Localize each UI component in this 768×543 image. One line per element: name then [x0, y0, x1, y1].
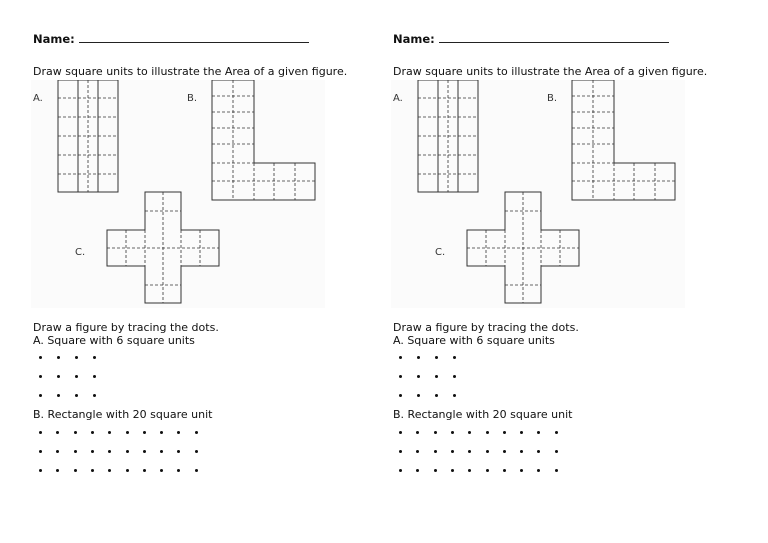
- dot[interactable]: [435, 356, 438, 359]
- dot[interactable]: [74, 431, 77, 434]
- dot[interactable]: [39, 356, 42, 359]
- dot[interactable]: [143, 431, 146, 434]
- name-blank-line[interactable]: [79, 32, 309, 43]
- dot[interactable]: [57, 356, 60, 359]
- dot[interactable]: [39, 469, 42, 472]
- dot[interactable]: [399, 431, 402, 434]
- dot[interactable]: [453, 356, 456, 359]
- dot[interactable]: [39, 450, 42, 453]
- dot[interactable]: [108, 469, 111, 472]
- area-figures: [31, 80, 325, 308]
- dot[interactable]: [39, 375, 42, 378]
- dot[interactable]: [537, 469, 540, 472]
- name-blank-line[interactable]: [439, 32, 669, 43]
- dot[interactable]: [74, 469, 77, 472]
- dot[interactable]: [91, 450, 94, 453]
- dot[interactable]: [417, 394, 420, 397]
- dot[interactable]: [91, 431, 94, 434]
- name-field[interactable]: [33, 32, 309, 46]
- dot[interactable]: [39, 394, 42, 397]
- task-a-text: A. Square with 6 square units: [393, 334, 555, 347]
- dot[interactable]: [143, 450, 146, 453]
- dot[interactable]: [75, 394, 78, 397]
- dot[interactable]: [56, 450, 59, 453]
- dot[interactable]: [108, 431, 111, 434]
- figure-a-label: A.: [393, 93, 403, 104]
- dot[interactable]: [416, 431, 419, 434]
- task-b-text: B. Rectangle with 20 square unit: [393, 408, 573, 421]
- trace-instruction: Draw a figure by tracing the dots.: [33, 321, 219, 334]
- dot[interactable]: [503, 450, 506, 453]
- dot[interactable]: [56, 431, 59, 434]
- figure-a: [33, 80, 118, 192]
- name-field[interactable]: [393, 32, 669, 46]
- dot[interactable]: [520, 450, 523, 453]
- dot[interactable]: [177, 469, 180, 472]
- dot[interactable]: [503, 431, 506, 434]
- dot[interactable]: [93, 394, 96, 397]
- dot[interactable]: [399, 375, 402, 378]
- dot[interactable]: [555, 469, 558, 472]
- dot[interactable]: [453, 375, 456, 378]
- dot[interactable]: [56, 469, 59, 472]
- dot[interactable]: [434, 469, 437, 472]
- dot[interactable]: [160, 431, 163, 434]
- dot[interactable]: [126, 469, 129, 472]
- figure-a: [393, 80, 478, 192]
- figure-c-label: C.: [75, 247, 86, 258]
- dot[interactable]: [416, 450, 419, 453]
- figure-c: [75, 192, 219, 303]
- dot[interactable]: [537, 450, 540, 453]
- dot[interactable]: [75, 375, 78, 378]
- name-label: Name:: [393, 32, 435, 46]
- figures-panel: [391, 80, 685, 308]
- area-instruction: Draw square units to illustrate the Area of a given figure.: [393, 65, 708, 78]
- dot[interactable]: [160, 450, 163, 453]
- dot[interactable]: [520, 469, 523, 472]
- dot[interactable]: [486, 450, 489, 453]
- dot[interactable]: [93, 356, 96, 359]
- dot[interactable]: [434, 450, 437, 453]
- dot[interactable]: [537, 431, 540, 434]
- dot[interactable]: [468, 431, 471, 434]
- dot[interactable]: [451, 431, 454, 434]
- dot[interactable]: [57, 375, 60, 378]
- task-b-text: B. Rectangle with 20 square unit: [33, 408, 213, 421]
- worksheet-right: [393, 0, 753, 543]
- trace-instruction: Draw a figure by tracing the dots.: [393, 321, 579, 334]
- dot[interactable]: [399, 450, 402, 453]
- task-a-text: A. Square with 6 square units: [33, 334, 195, 347]
- dot[interactable]: [417, 375, 420, 378]
- figure-b: [187, 80, 315, 200]
- area-instruction: Draw square units to illustrate the Area of a given figure.: [33, 65, 348, 78]
- dot[interactable]: [451, 469, 454, 472]
- dot[interactable]: [435, 375, 438, 378]
- dot[interactable]: [468, 450, 471, 453]
- dot[interactable]: [177, 431, 180, 434]
- dot[interactable]: [126, 431, 129, 434]
- dot[interactable]: [486, 469, 489, 472]
- area-figures: [391, 80, 685, 308]
- figure-c: [435, 192, 579, 303]
- figure-a-label: A.: [33, 93, 43, 104]
- dot[interactable]: [195, 469, 198, 472]
- dot[interactable]: [93, 375, 96, 378]
- dot[interactable]: [91, 469, 94, 472]
- dot[interactable]: [451, 450, 454, 453]
- dot[interactable]: [75, 356, 78, 359]
- dot[interactable]: [57, 394, 60, 397]
- dot[interactable]: [195, 450, 198, 453]
- dot[interactable]: [417, 356, 420, 359]
- dot[interactable]: [126, 450, 129, 453]
- dot[interactable]: [435, 394, 438, 397]
- figure-b-label: B.: [187, 93, 198, 104]
- dot[interactable]: [434, 431, 437, 434]
- dot[interactable]: [160, 469, 163, 472]
- dot[interactable]: [399, 394, 402, 397]
- dot[interactable]: [520, 431, 523, 434]
- dot[interactable]: [177, 450, 180, 453]
- figure-c-label: C.: [435, 247, 446, 258]
- dot[interactable]: [399, 356, 402, 359]
- dot[interactable]: [468, 469, 471, 472]
- figure-b: [547, 80, 675, 200]
- dot[interactable]: [453, 394, 456, 397]
- dot[interactable]: [143, 469, 146, 472]
- dot[interactable]: [108, 450, 111, 453]
- name-label: Name:: [33, 32, 75, 46]
- dot[interactable]: [195, 431, 198, 434]
- dot[interactable]: [503, 469, 506, 472]
- dot[interactable]: [39, 431, 42, 434]
- dot[interactable]: [486, 431, 489, 434]
- dot[interactable]: [555, 450, 558, 453]
- dot[interactable]: [399, 469, 402, 472]
- figure-b-label: B.: [547, 93, 558, 104]
- dot[interactable]: [555, 431, 558, 434]
- dot[interactable]: [416, 469, 419, 472]
- figures-panel: [31, 80, 325, 308]
- dot[interactable]: [74, 450, 77, 453]
- worksheet-left: [33, 0, 393, 543]
